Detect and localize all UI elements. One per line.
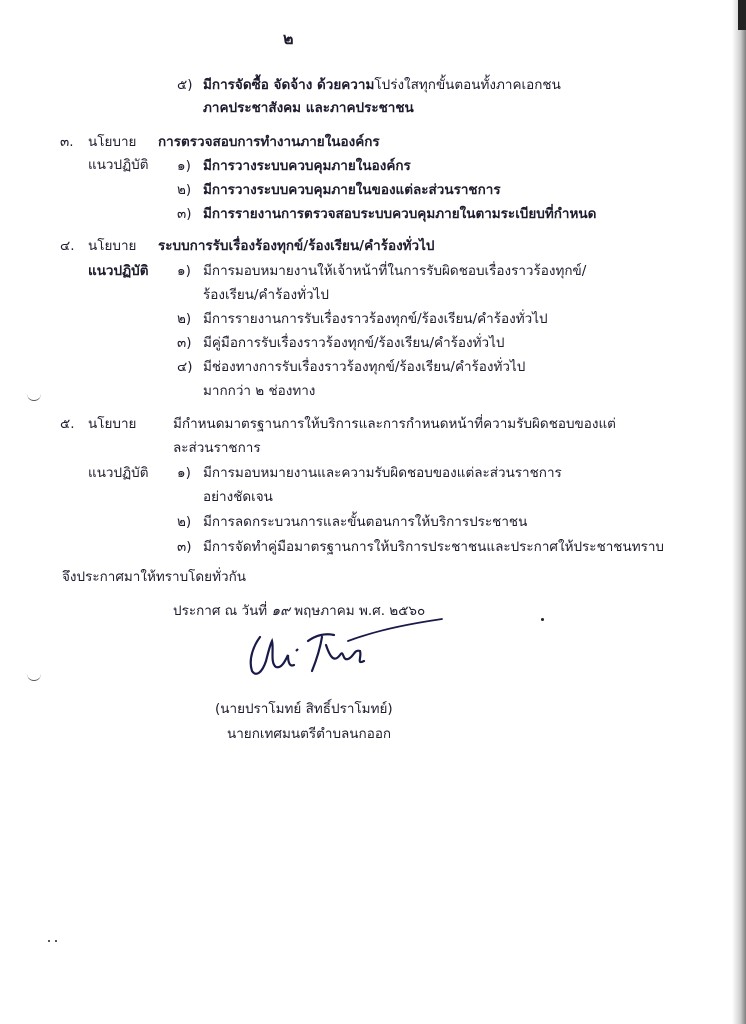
- announce-month-year: พฤษภาคม พ.ศ. ๒๕๖๐: [294, 603, 426, 619]
- section3-item2-number: ๒): [177, 182, 192, 198]
- section4-item3-text: มีคู่มือการรับเรื่องราวร้องทุกข์/ร้องเรียน/คำร้องทั่วไป: [203, 335, 505, 351]
- scan-edge-shadow: [732, 0, 746, 1024]
- section5-item2-number: ๒): [177, 514, 192, 530]
- section5-item2-text: มีการลดกระบวนการและขั้นตอนการให้บริการประชาชน: [203, 514, 528, 530]
- section3-item3-number: ๓): [177, 206, 192, 222]
- section4-item3-number: ๓): [177, 335, 192, 351]
- section4-item1-continuation: ร้องเรียน/คำร้องทั่วไป: [203, 287, 329, 303]
- scan-corner-mark: [738, 0, 746, 30]
- section5-item1-continuation: อย่างชัดเจน: [203, 489, 273, 505]
- speck-mark: [55, 940, 57, 942]
- section3-item2-text: มีการวางระบบควบคุมภายในของแต่ละส่วนราชการ: [203, 182, 501, 198]
- section4-policy-label: นโยบาย: [88, 238, 137, 254]
- section5-item1-text: มีการมอบหมายงานและความรับผิดชอบของแต่ละส่วนราชการ: [203, 465, 562, 481]
- section5-item3-text: มีการจัดทำคู่มือมาตรฐานการให้บริการประชาชนและประกาศให้ประชาชนทราบ: [203, 539, 664, 555]
- section5-item1-number: ๑): [177, 465, 191, 481]
- section5-policy-text: มีกำหนดมาตรฐานการให้บริการและการกำหนดหน้าที่ความรับผิดชอบของแต่: [173, 416, 616, 432]
- section4-item2-number: ๒): [177, 311, 192, 327]
- section4-number: ๔.: [60, 238, 75, 254]
- item5-line: [203, 76, 561, 94]
- punch-hole-mark: [27, 392, 41, 401]
- section4-item2-text: มีการรายงานการรับเรื่องราวร้องทุกข์/ร้องเรียน/คำร้องทั่วไป: [203, 311, 548, 327]
- announce-prefix: ประกาศ ณ วันที่: [173, 603, 268, 619]
- punch-hole-mark: [27, 672, 41, 681]
- section4-practice-label: แนวปฏิบัติ: [88, 263, 149, 279]
- signer-name: (นายปราโมทย์ สิทธิ์ปราโมทย์): [215, 701, 393, 717]
- section3-item1-text: มีการวางระบบควบคุมภายในองค์กร: [203, 158, 411, 174]
- signer-title: นายกเทศมนตรีตำบลนกออก: [227, 726, 392, 742]
- announce-day: ๑๙: [271, 603, 290, 619]
- page-number: ๒: [283, 29, 294, 48]
- section5-policy-label: นโยบาย: [88, 416, 137, 432]
- item5-number: ๕): [177, 77, 193, 93]
- speck-mark: [48, 940, 50, 942]
- section3-practice-label: แนวปฏิบัติ: [88, 157, 149, 173]
- item5-bold-text: มีการจัดซื้อ จัดจ้าง ด้วยความ: [203, 77, 375, 93]
- section3-item1-number: ๑): [177, 158, 191, 174]
- item5-continuation: ภาคประชาสังคม และภาคประชาชน: [203, 100, 414, 116]
- section5-practice-label: แนวปฏิบัติ: [88, 465, 149, 481]
- section4-item4-number: ๔): [177, 359, 193, 375]
- section3-policy-label: นโยบาย: [88, 134, 137, 150]
- section5-policy-continuation: ละส่วนราชการ: [173, 440, 261, 456]
- section3-item3-text: มีการรายงานการตรวจสอบระบบควบคุมภายในตามระเบียบที่กำหนด: [203, 206, 597, 222]
- section4-item1-number: ๑): [177, 263, 191, 279]
- section3-policy-text: การตรวจสอบการทำงานภายในองค์กร: [158, 134, 380, 150]
- speck-mark: [541, 618, 544, 621]
- section5-number: ๕.: [60, 416, 75, 432]
- section4-item4-continuation: มากกว่า ๒ ช่องทาง: [203, 383, 316, 399]
- item5-rest-text: โปร่งใสทุกขั้นตอนทั้งภาคเอกชน: [374, 77, 561, 93]
- closing-text: จึงประกาศมาให้ทราบโดยทั่วกัน: [62, 569, 246, 585]
- section4-item4-text: มีช่องทางการรับเรื่องราวร้องทุกข์/ร้องเรียน/คำร้องทั่วไป: [203, 359, 526, 375]
- section3-number: ๓.: [60, 134, 74, 150]
- section5-item3-number: ๓): [177, 539, 192, 555]
- section4-policy-text: ระบบการรับเรื่องร้องทุกข์/ร้องเรียน/คำร้องทั่วไป: [158, 238, 435, 254]
- signature-image: [230, 615, 450, 685]
- section4-item1-text: มีการมอบหมายงานให้เจ้าหน้าที่ในการรับผิดชอบเรื่องราวร้องทุกข์/: [203, 263, 587, 279]
